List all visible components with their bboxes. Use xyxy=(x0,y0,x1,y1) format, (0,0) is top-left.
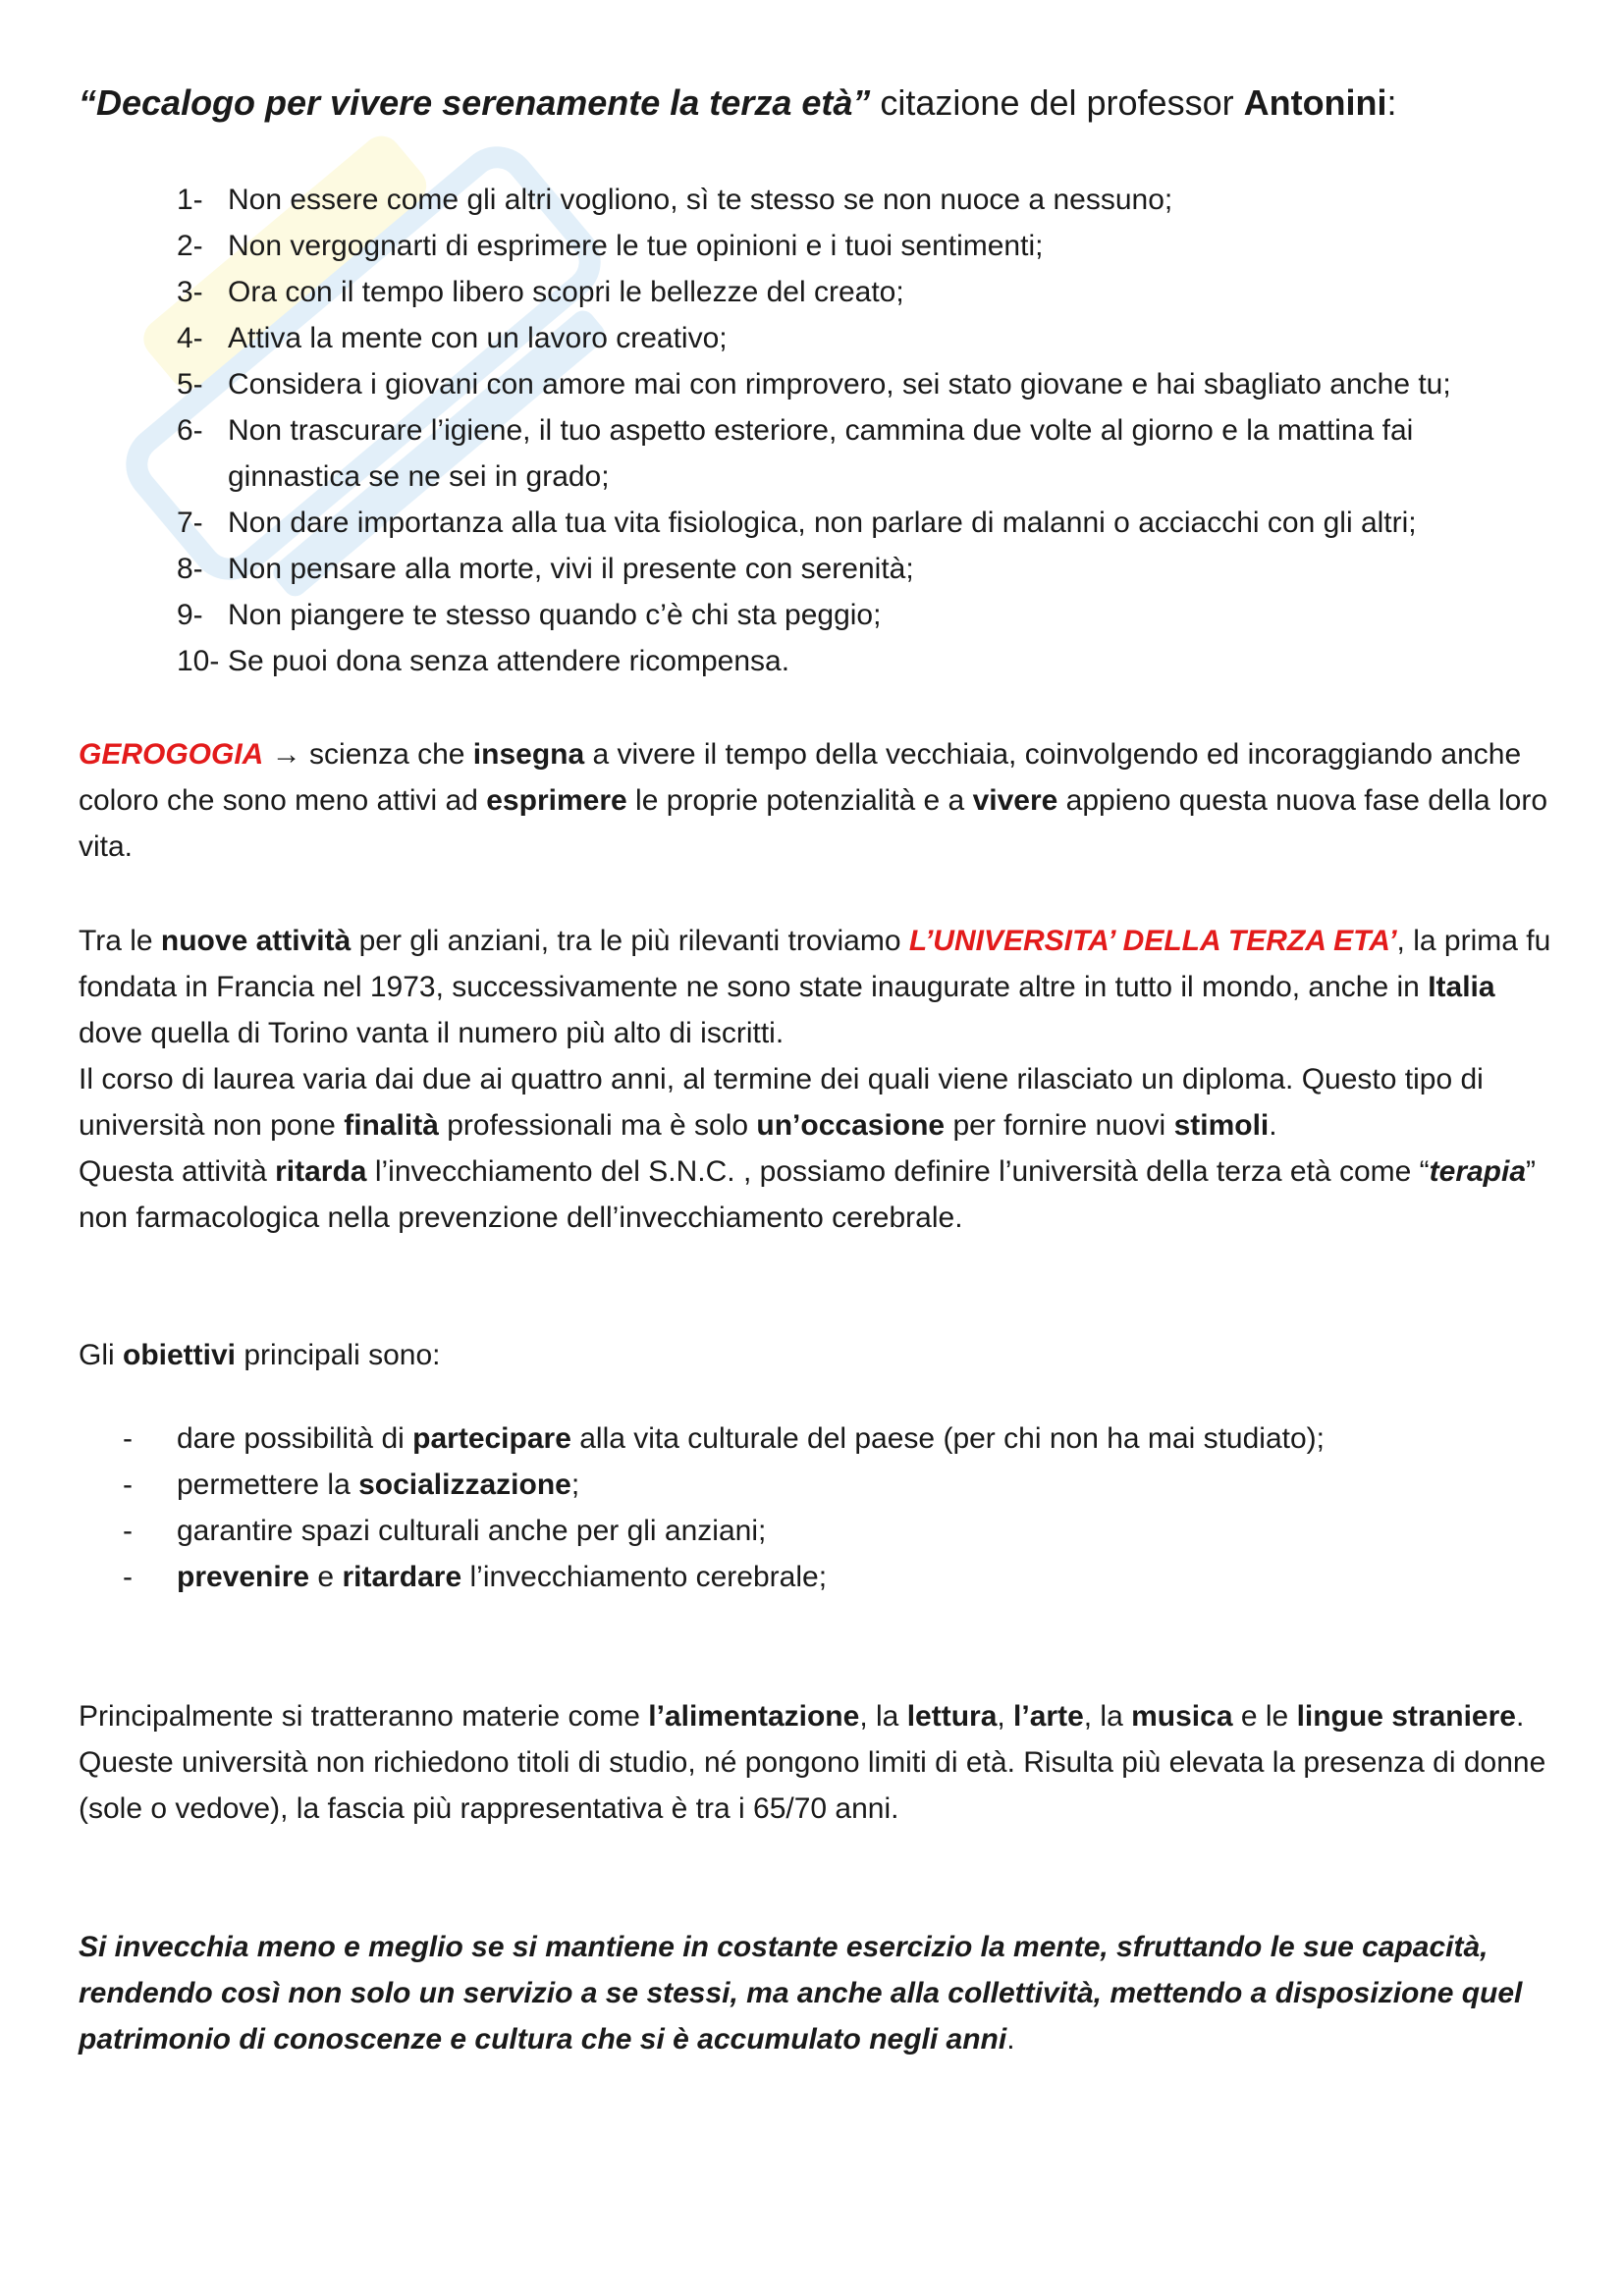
list-item: - garantire spazi culturali anche per gli anziani; xyxy=(123,1515,767,1547)
list-item: 2- Non vergognarti di esprimere le tue opinioni e i tuoi sentimenti; xyxy=(177,230,1044,262)
list-item: 10- Se puoi dona senza attendere ricompensa. xyxy=(177,645,790,677)
list-item: - permettere la socializzazione; xyxy=(123,1468,580,1501)
list-item: - prevenire e ritardare l’invecchiamento cerebrale; xyxy=(123,1561,828,1593)
list-item: 9- Non piangere te stesso quando c’è chi sta peggio; xyxy=(177,599,882,631)
list-item: - dare possibilità di partecipare alla vita culturale del paese (per chi non ha mai studiato); xyxy=(123,1422,1325,1455)
list-item: 8- Non pensare alla morte, vivi il presente con serenità; xyxy=(177,553,914,585)
decalogue-list xyxy=(177,177,1532,684)
page-title: “Decalogo per vivere serenamente la terza età” citazione del professor Antonini: xyxy=(79,82,1397,123)
objectives-heading: Gli obiettivi principali sono: xyxy=(79,1339,441,1371)
gerogogia-paragraph: GEROGOGIA → scienza che insegna a vivere il tempo della vecchiaia, coinvolgendo ed incoraggiando anche coloro che sono meno attivi ad esprimere le proprie potenzialità e a vivere appieno questa nuova fase della loro vita. xyxy=(79,738,1548,863)
list-item: 5- Considera i giovani con amore mai con rimprovero, sei stato giovane e hai sbagliato anche tu; xyxy=(177,368,1451,400)
list-item: 6- Non trascurare l’igiene, il tuo aspetto esteriore, cammina due volte al giorno e la mattina fai ginnastica se ne sei in grado; xyxy=(177,414,1414,493)
objectives-list xyxy=(123,1415,1497,1600)
subjects-paragraph: Principalmente si tratteranno materie come l’alimentazione, la lettura, l’arte, la musica e le lingue straniere. Queste università non richiedono titoli di studio, né pongono limiti di età. Risulta più elevata la presenza di donne (sole o vedove), la fascia più rappresentativa è tra i 65/70 anni. xyxy=(79,1700,1546,1825)
list-item: 3- Ora con il tempo libero scopri le bellezze del creato; xyxy=(177,276,904,308)
list-item: 4- Attiva la mente con un lavoro creativo; xyxy=(177,322,728,354)
list-item: 1- Non essere come gli altri vogliono, sì te stesso se non nuoce a nessuno; xyxy=(177,184,1173,216)
university-paragraph: Tra le nuove attività per gli anziani, tra le più rilevanti troviamo L’UNIVERSITA’ DELLA TERZA ETA’, la prima fu fondata in Francia nel 1973, successivamente ne sono state inaugurate altre in tutto il mondo, anche in Italia dove quella di Torino vanta il numero più alto di iscritti. Il corso di laurea varia dai due ai quattro anni, al termine dei quali viene rilasciato un diploma. Questo tipo di università non pone finalità professionali ma è solo un’occasione per fornire nuovi stimoli. Questa attività ritarda l’invecchiamento del S.N.C. , possiamo definire l’università della terza età come “terapia” non farmacologica nella prevenzione dell’invecchiamento cerebrale. xyxy=(79,925,1551,1234)
list-item: 7- Non dare importanza alla tua vita fisiologica, non parlare di malanni o acciacchi con gli altri; xyxy=(177,507,1417,539)
closing-statement: Si invecchia meno e meglio se si mantiene in costante esercizio la mente, sfruttando le sue capacità, rendendo così non solo un servizio a se stessi, ma anche alla collettività, mettendo a disposizione quel patrimonio di conoscenze e cultura che si è accumulato negli anni. xyxy=(79,1931,1523,2056)
arrow-right-icon: → xyxy=(271,738,301,771)
